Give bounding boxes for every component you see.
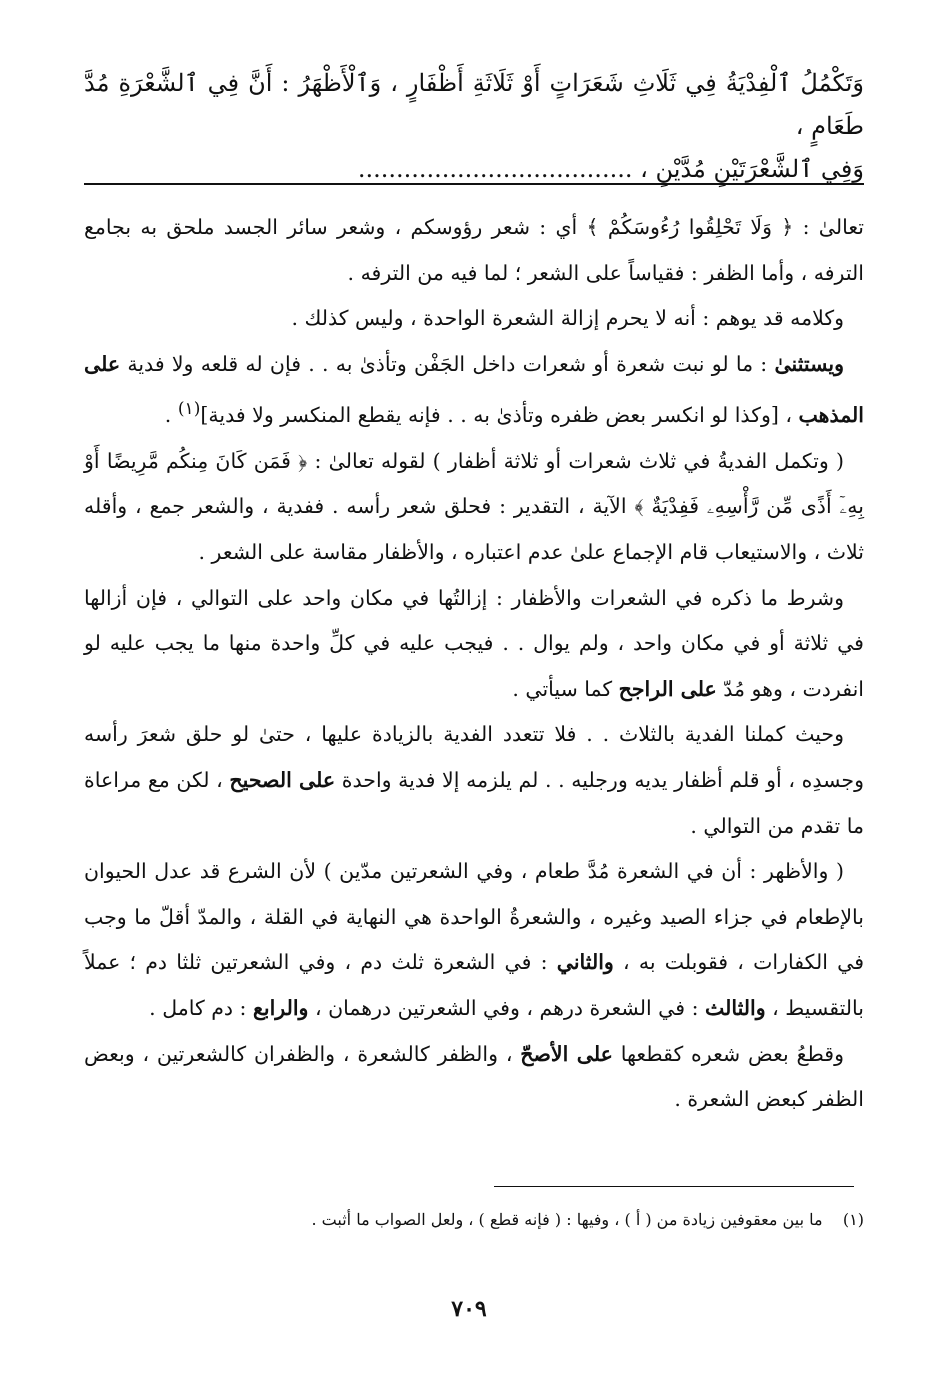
p8-bold: على الأصحّ [520,1041,613,1066]
p7-bold-3: والرابع [252,995,309,1020]
p4-text-a: ( وتكمل الفديةُ في ثلاث شعرات أو ثلاثة أظفار ) لقوله تعالىٰ : [307,448,844,473]
quran-quote-1: ﴿ وَلَا تَحْلِقُوا رُءُوسَكُمْ ﴾ [586,215,794,239]
commentary-text [84,205,864,1123]
commentary-paragraph-1 [84,205,864,296]
separator-line [84,183,864,185]
p1-text-b: أي : شعر رؤوسكم ، وشعر سائر الجسد ملحق به بجامع الترفه ، وأما الظفر : فقياساً على الشعر ؛ لما فيه من الترفه . [84,215,864,285]
quran-quote-2: ﴿ فَمَن كَانَ مِنكُم مَّرِيضًا أَوْ بِهِۦٓ أَذًى مِّن رَّأْسِهِۦ فَفِدْيَةٌ ﴾ [84,448,864,519]
p4-text-b: الآية ، التقدير : فحلق شعر رأسه . ففدية ، والشعر جمع ، وأقله ثلاث ، والاستيعاب قام الإجماع علىٰ عدم اعتباره ، والأظفار مقاسة على الشعر . [84,494,864,564]
p7-text-a: ( والأظهر : أن في الشعرة مُدَّ طعام ، وفي الشعرتين مدّين ) لأن الشرع قد عدل الحيوان بالإطعام في جزاء الصيد وغيره ، والشعرةُ الواحدة هي النهاية في القلة ، والمدّ أقلّ ما وجب في الكفارات ، فقوبلت به ، [84,859,864,975]
p3-text-a: : ما لو نبت شعرة أو شعرات داخل الجَفْن وتأذىٰ به . . فإن له قلعه ولا فدية [120,351,775,376]
commentary-paragraph-7 [84,849,864,1031]
commentary-paragraph-2 [84,296,864,342]
p7-bold-1: والثاني [556,950,614,975]
p1-text-a: تعالىٰ : [793,215,864,239]
p8-text-a: وقطعُ بعض شعره كقطعها [612,1041,844,1066]
commentary-paragraph-3 [84,342,864,439]
commentary-paragraph-4 [84,439,864,576]
p5-text-a: وشرط ما ذكره في الشعرات والأظفار : إزالتُها في مكان واحد على التوالي ، فإن أزالها في ثلاثة أو في مكان واحد ، ولم يوال . . فيجب عليه في كلِّ واحدة منها ما يجب عليه لو انفردت ، وهو مُدّ [84,585,864,701]
p6-text-b: ، لكن مع مراعاة ما تقدم من التوالي . [84,767,864,838]
p7-text-b: : في الشعرة ثلث دم ، وفي الشعرتين ثلثا دم ؛ عملاً بالتقسيط ، [84,950,864,1020]
page-number: ٧٠٩ [451,1296,487,1322]
p3-bold-2: على المذهب [84,351,864,428]
p5-text-b: كما سيأتي . [512,676,619,701]
commentary-paragraph-6 [84,712,864,849]
footnote-number: (١) [842,1210,864,1229]
main-text [84,62,864,191]
p7-text-d: : دم كامل . [149,995,253,1020]
p3-bold-1: ويستثنىٰ [774,351,844,376]
p6-text-a: وحيث كملنا الفدية بالثلاث . . فلا تتعدد الفدية بالزيادة عليها ، حتىٰ لو حلق شعرَ رأسه وجسدِه ، أو قلم أظفار يديه ورجليه . . لم يلزمه إلا فدية واحدة [84,722,864,792]
commentary-paragraph-8 [84,1032,864,1123]
p5-bold: على الراجح [618,676,717,701]
p7-bold-2: والثالث [705,995,766,1020]
footnote-text: ما بين معقوفين زيادة من ( أ ) ، وفيها : ( فإنه قطع ) ، ولعل الصواب ما أثبت . [311,1210,823,1229]
footnote-marker: (١) [177,399,201,420]
main-text-line-1: وَتَكْمُلُ ٱلْفِدْيَةُ فِي ثَلَاثِ شَعَرَاتٍ أَوْ ثَلَاثَةِ أَظْفَارٍ ، وَٱلْأَظْهَرُ : أَنَّ فِي ٱلشَّعْرَةِ مُدَّ طَعَامٍ ، [84,69,864,140]
p3-text-b: ، [وكذا لو انكسر بعض ظفره وتأذىٰ به . . فإنه يقطع المنكسر ولا فدية] [200,403,799,428]
p8-text-b: ، والظفر كالشعرة ، والظفران كالشعرتين ، وبعض الظفر كبعض الشعرة . [84,1041,864,1112]
footnote [84,1206,864,1234]
main-text-dots: .................................... [357,155,633,183]
p3-text-c: . [164,403,178,428]
footnote-separator [494,1186,854,1187]
main-text-line-2-text: وَفِي ٱلشَّعْرَتَيْنِ مُدَّيْنِ ، [640,155,864,183]
p2-text: وكلامه قد يوهم : أنه لا يحرم إزالة الشعرة الواحدة ، وليس كذلك . [291,306,844,331]
p7-text-c: : في الشعرة درهم ، وفي الشعرتين درهمان ، [308,995,705,1020]
p6-bold: على الصحيح [229,767,336,792]
commentary-paragraph-5 [84,576,864,713]
